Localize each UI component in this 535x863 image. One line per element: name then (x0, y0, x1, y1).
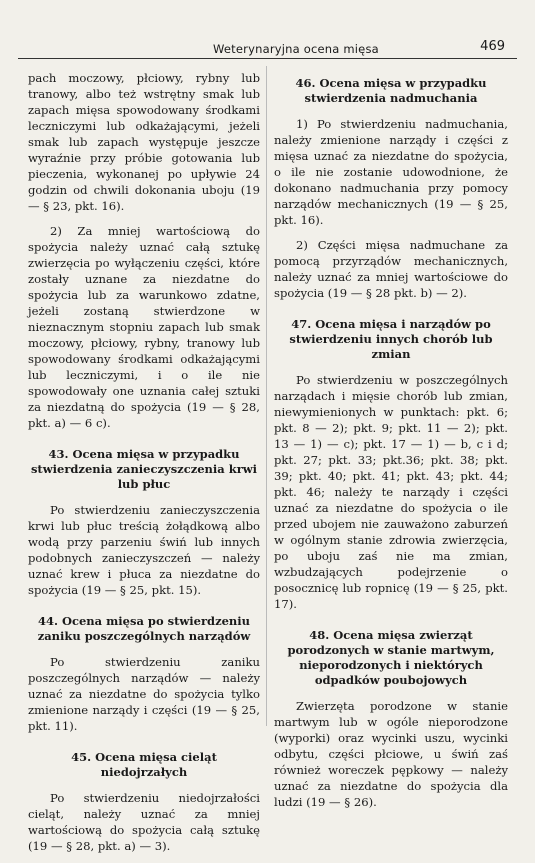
paragraph-continued: pach moczowy, płciowy, rybny lub tranowy, albo też wstrętny smak lub zapach mięsa spowodowany środkami leczniczymi lub odkażającymi, jeżeli smak lub zapach występuje jeszcze wyraźnie przy próbie gotowania lub pieczenia, wykonanej po upływie 24 godzin od chwili dokonania uboju (19 — § 23, pkt. 16). (28, 71, 260, 213)
left-column (28, 70, 260, 863)
column-divider (266, 66, 267, 726)
right-column (274, 70, 508, 819)
paragraph-42-2: 2) Za mniej wartościową do spożycia należy uznać całą sztukę zwierzęcia po wyłączeniu części, które zostały uznane za niezdatne do spożycia lub za warunkowo zdatne, jeżeli zostaną stwierdzone w nieznacznym stopniu zapach lub smak moczowy, płciowy, rybny, tranowy lub spowodowany środkami odkażającymi lub leczniczymi, i o ile nie spowodowały one uznania całej sztuki za niezdatną do spożycia (19 — § 28, pkt. a) — 6 c). (28, 224, 260, 430)
section-heading-46: 46. Ocena mięsa w przypadku stwierdzenia nadmuchania (295, 76, 487, 105)
paragraph-45: Po stwierdzeniu niedojrzałości cieląt, należy uznać za mniej wartościową do spożycia całą sztukę (19 — § 28, pkt. a) — 3). (28, 791, 260, 853)
section-heading-45: 45. Ocena mięsa cieląt niedojrzałych (71, 750, 217, 779)
paragraph-47: Po stwierdzeniu w poszczególnych narządach i mięsie chorób lub zmian, niewymienionych w punktach: pkt. 6; pkt. 8 — 2); pkt. 9; pkt. 11 — 2); pkt. 13 — 1) — c); pkt. 17 — 1) — b, c i d; pkt. 27; pkt. 33; pkt.36; pkt. 38; pkt. 39; pkt. 40; pkt. 41; pkt. 43; pkt. 44; pkt. 46; należy te narządy i części uznać za niezdatne do spożycia o ile przed ubojem nie zauważono zaburzeń w ogólnym stanie zdrowia zwierzęcia, po uboju zaś nie ma zmian, wzbudzających podejrzenie o posocznicę lub ropnicę (19 — § 25, pkt. 17). (274, 373, 508, 611)
paragraph-46-2: 2) Części mięsa nadmuchane za pomocą przyrządów mechanicznych, należy uznać za mniej wartościowe do spożycia (19 — § 28 pkt. b) — 2). (274, 238, 508, 300)
running-title: Weterynaryjna ocena mięsa (213, 42, 379, 56)
section-heading-43: 43. Ocena mięsa w przypadku stwierdzenia zanieczyszczenia krwi lub płuc (30, 447, 258, 491)
page-number: 469 (480, 39, 505, 54)
section-heading-48: 48. Ocena mięsa zwierząt porodzonych w stanie martwym, nieporodzonych i niektórych odpadków poubojowych (287, 628, 495, 687)
running-header (18, 38, 517, 59)
paragraph-44: Po stwierdzeniu zaniku poszczególnych narządów — należy uznać za niezdatne do spożycia tylko zmienione narządy i części (19 — § 25, pkt. 11). (28, 655, 260, 733)
section-heading-44: 44. Ocena mięsa po stwierdzeniu zaniku poszczególnych narządów (37, 614, 251, 643)
section-heading-47: 47. Ocena mięsa i narządów po stwierdzeniu innych chorób lub zmian (289, 317, 493, 361)
paragraph-48: Zwierzęta porodzone w stanie martwym lub w ogóle nieporodzone (wyporki) oraz wycinki uszu, wycinki odbytu, części płciowe, u świń zaś również woreczek pępkowy — należy uznać za niezdatne do spożycia dla ludzi (19 — § 26). (274, 699, 508, 809)
paragraph-46-1: 1) Po stwierdzeniu nadmuchania, należy zmienione narządy i części z mięsa uznać za niezdatne do spożycia, o ile nie zostanie udowodnione, że dokonano nadmuchania przy pomocy narządów mechanicznych (19 — § 25, pkt. 16). (274, 117, 508, 227)
paragraph-43: Po stwierdzeniu zanieczyszczenia krwi lub płuc treścią żołądkową albo wodą przy parzeniu świń lub innych podobnych zanieczyszczeń — należy uznać krew i płuca za niezdatne do spożycia (19 — § 25, pkt. 15). (28, 503, 260, 597)
